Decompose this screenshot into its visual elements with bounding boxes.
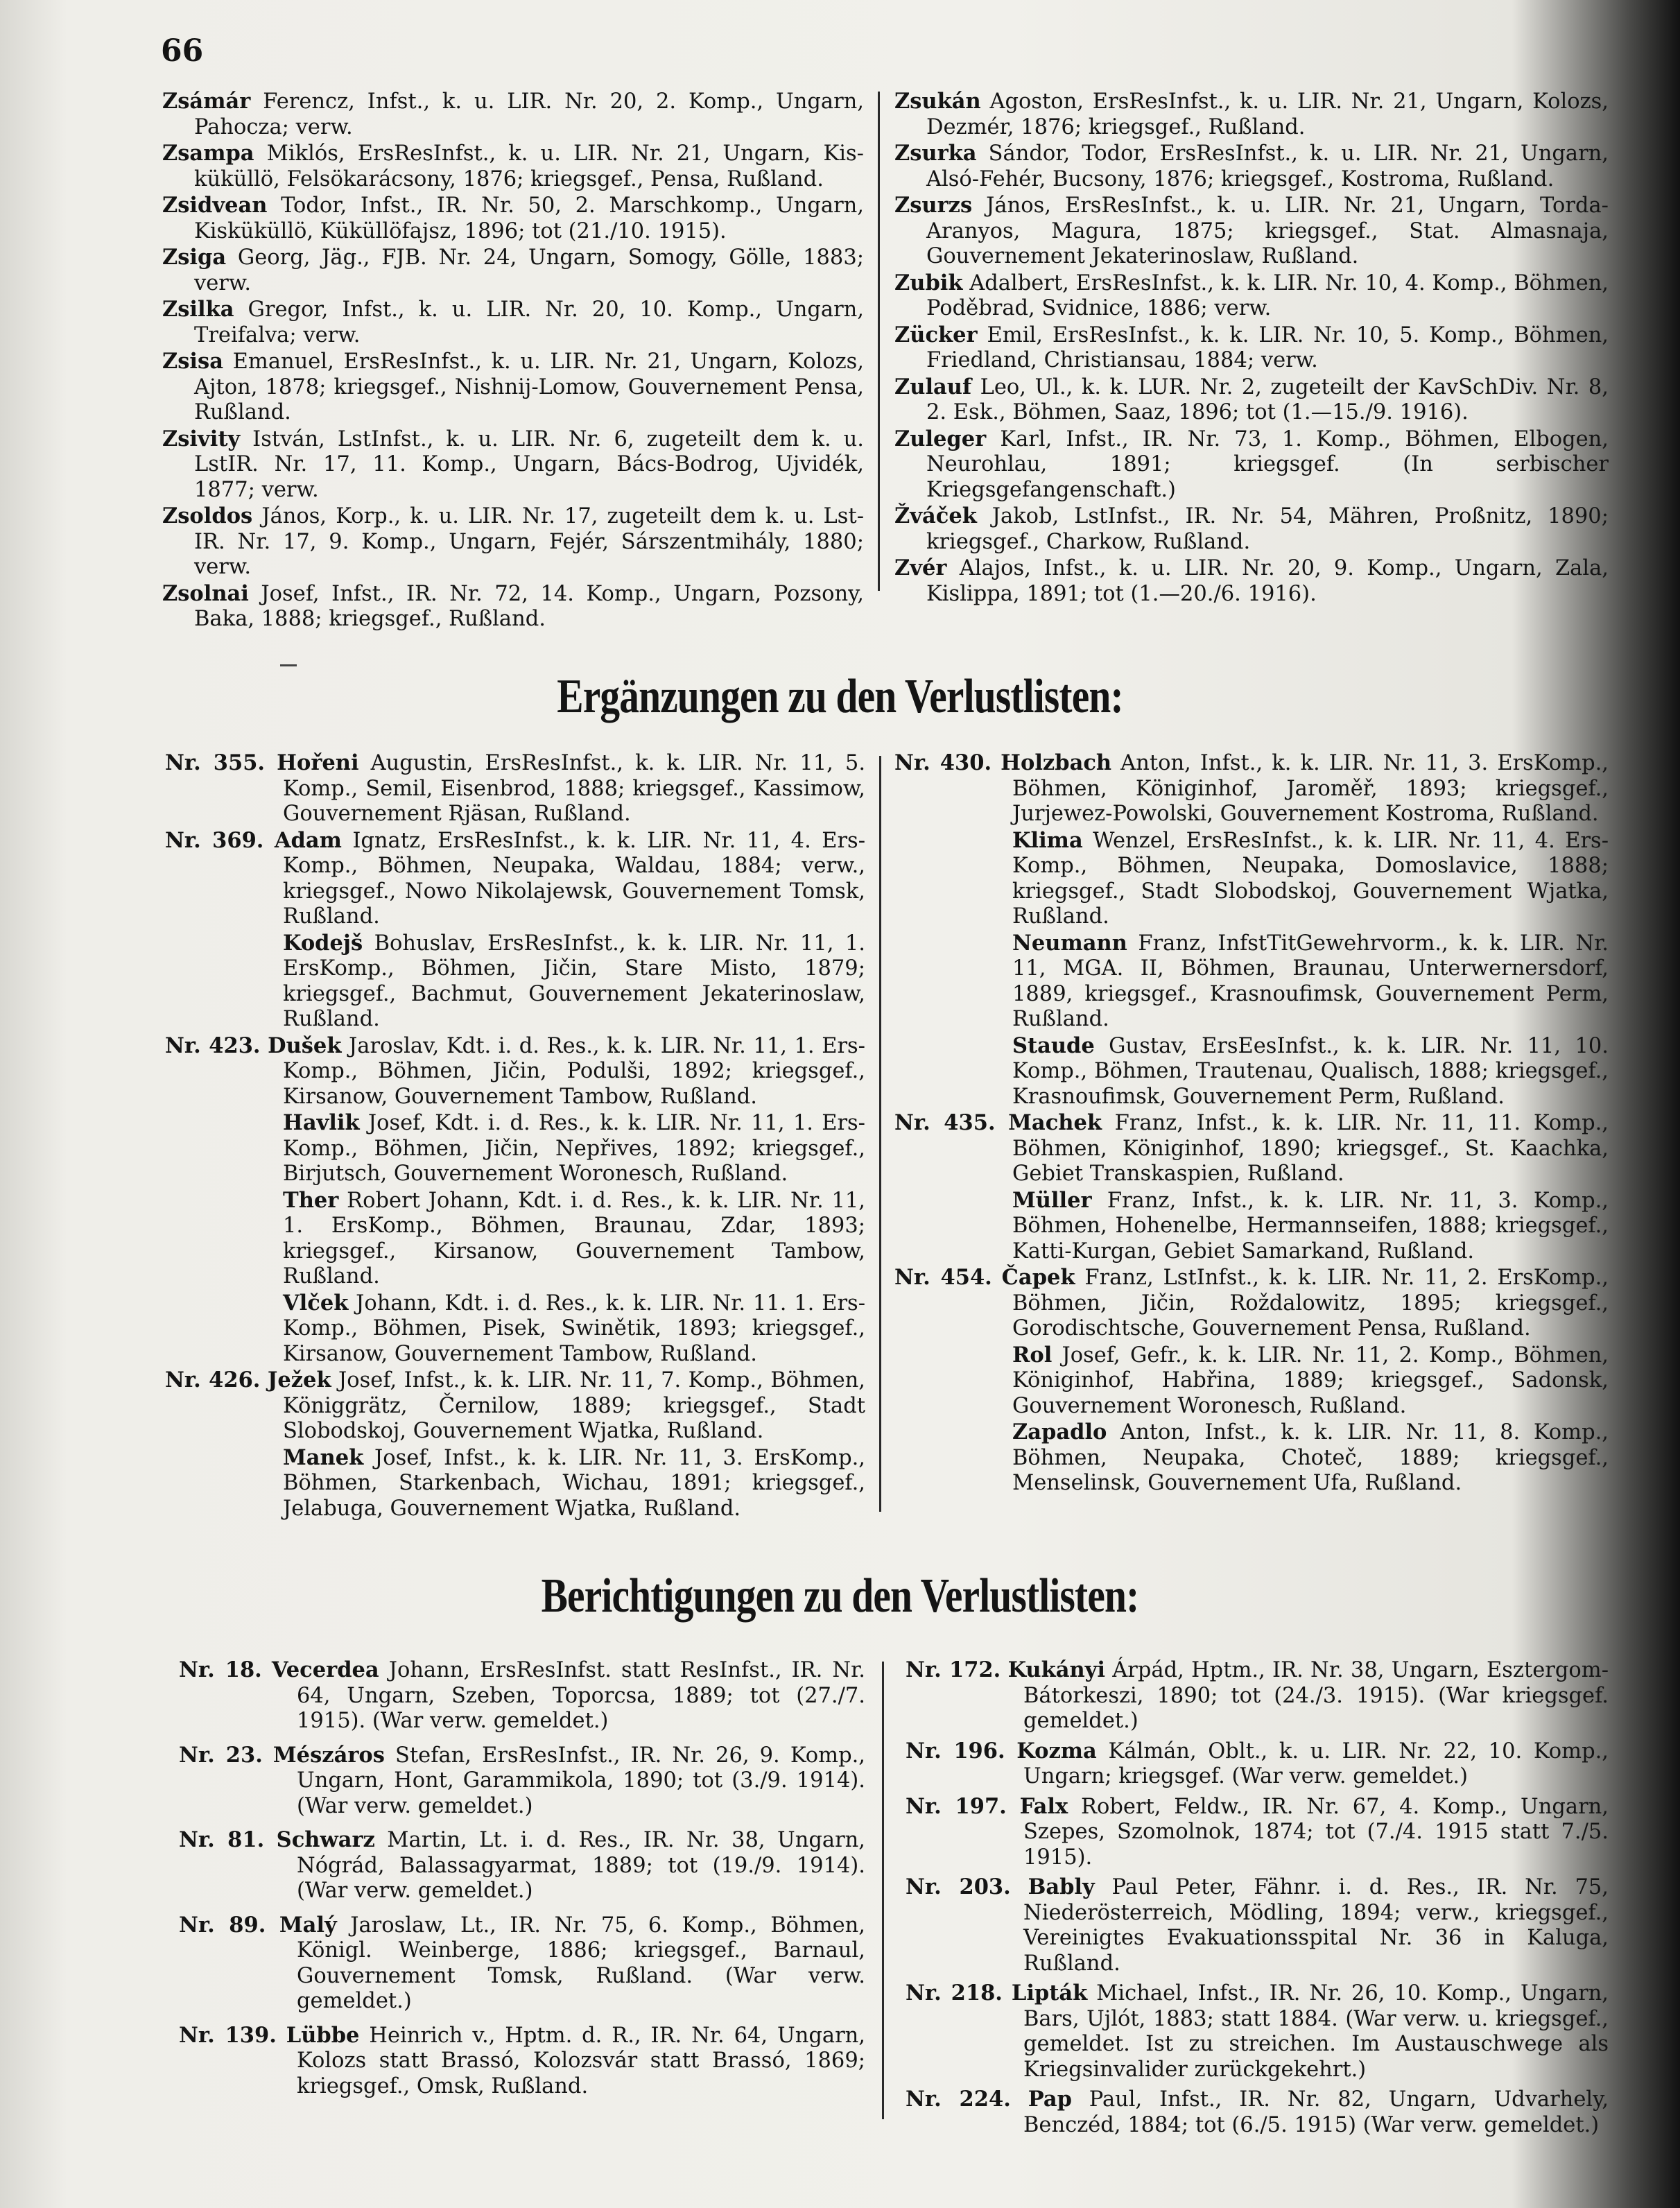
- entry-text: Josef, Infst., IR. Nr. 72, 14. Komp., Ungarn, Pozsony, Baka, 1888; kriegsgef., Rußland.: [194, 581, 864, 631]
- entry-number: Nr. 23.: [179, 1742, 263, 1768]
- list-item: [894, 931, 1609, 1033]
- list-item: [162, 297, 864, 348]
- entry-text: Todor, Infst., IR. Nr. 50, 2. Marschkomp., Ungarn, Kisküküllö, Küküllöfajsz, 1896; tot (21./10. 1915).: [194, 193, 864, 243]
- entry-text: Paul Peter, Fähnr. i. d. Res., IR. Nr. 75, Niederösterreich, Mödling, 1894; verw., kriegsgef., Vereinigtes Evakuationsspital Nr. 36 in Kaluga, Rußland.: [1023, 1875, 1609, 1976]
- entry-text: Josef, Infst., k. k. LIR. Nr. 11, 3. ErsKomp., Böhmen, Starkenbach, Wichau, 1891; kriegsgef., Jelabuga, Gouvernement Wjatka, Rußland.: [283, 1445, 865, 1521]
- entry-name: Vecerdea: [271, 1657, 379, 1682]
- list-item: [894, 1420, 1609, 1497]
- section-heading-erganzungen: Ergänzungen zu den Verlustlisten:: [557, 670, 1123, 723]
- entry-name: Vlček: [283, 1290, 349, 1316]
- entry-name: Neumann: [1012, 930, 1127, 956]
- list-item: [894, 322, 1609, 374]
- list-item: [162, 503, 864, 580]
- entry-number: Nr. 196.: [906, 1738, 1005, 1763]
- list-item: [894, 555, 1609, 607]
- entry-number: Nr. 355.: [165, 750, 266, 775]
- bot-right-column: [906, 1657, 1609, 2139]
- entry-name: Zuleger: [894, 426, 987, 451]
- entry-number: Nr. 224.: [906, 2087, 1011, 2112]
- entry-name: Dušek: [268, 1033, 342, 1058]
- entry-number: Nr. 435.: [894, 1110, 996, 1135]
- list-item: [165, 931, 865, 1033]
- entry-name: Manek: [283, 1444, 364, 1470]
- entry-number: Nr. 81.: [179, 1827, 265, 1852]
- entry-name: Zsolnai: [162, 580, 249, 606]
- list-item: [165, 1291, 865, 1368]
- entry-text: Anton, Infst., k. k. LIR. Nr. 11, 8. Komp., Böhmen, Neupaka, Choteč, 1889; kriegsgef., Menselinsk, Gouvernement Ufa, Rußland.: [1012, 1420, 1609, 1495]
- column-divider: [882, 1662, 884, 2119]
- column-divider: [878, 92, 880, 591]
- entry-name: Zsurzs: [894, 193, 973, 218]
- entry-text: István, LstInfst., k. u. LIR. Nr. 6, zugeteilt dem k. u. LstIR. Nr. 17, 11. Komp., Ungarn, Bács-Bodrog, Ujvidék, 1877; verw.: [194, 426, 864, 502]
- list-item: [894, 141, 1609, 192]
- entry-number: Nr. 426.: [165, 1368, 261, 1392]
- list-item: [894, 503, 1609, 555]
- entry-text: Emanuel, ErsResInfst., k. u. LIR. Nr. 21, Ungarn, Kolozs, Ajton, 1878; kriegsgef., Nishnij-Lomow, Gouvernement Pensa, Rußland.: [194, 350, 864, 424]
- list-item: [894, 1265, 1609, 1342]
- entry-name: Zvér: [894, 555, 947, 580]
- list-item: [162, 349, 864, 426]
- list-item: [906, 1657, 1609, 1734]
- entry-text: Josef, Gefr., k. k. LIR. Nr. 11, 2. Komp., Böhmen, Königinhof, Habřina, 1889; kriegsgef., Sadonsk, Gouvernement Woronesch, Rußland.: [1012, 1343, 1609, 1418]
- entry-number: Nr. 203.: [906, 1874, 1011, 1899]
- entry-text: Robert, Feldw., IR. Nr. 67, 4. Komp., Ungarn, Szepes, Szomolnok, 1874; tot (7./4. 1915 statt 7./5. 1915).: [1023, 1794, 1609, 1870]
- list-item: [179, 1827, 865, 1904]
- entry-name: Müller: [1012, 1187, 1092, 1213]
- list-item: [894, 89, 1609, 140]
- entry-name: Hořeni: [277, 750, 359, 775]
- entry-text: Jaroslaw, Lt., IR. Nr. 75, 6. Komp., Böhmen, Königl. Weinberge, 1886; kriegsgef., Barnaul, Gouvernement Tomsk, Rußland. (War verw. gemeldet.): [297, 1913, 865, 2013]
- list-item: [165, 1110, 865, 1187]
- entry-name: Kodejš: [283, 930, 363, 956]
- entry-text: Augustin, ErsResInfst., k. k. LIR. Nr. 11, 5. Komp., Semil, Eisenbrod, 1888; kriegsgef., Kassimow, Gouvernement Rjäsan, Rußland.: [283, 751, 866, 826]
- entry-name: Zsisa: [162, 349, 223, 374]
- entry-text: Árpád, Hptm., IR. Nr. 38, Ungarn, Esztergom-Bátorkeszi, 1890; tot (24./3. 1915). (War kriegsgef. gemeldet.): [1023, 1658, 1609, 1733]
- entry-name: Žváček: [894, 503, 977, 528]
- entry-name: Falx: [1019, 1793, 1068, 1819]
- list-item: [165, 1033, 865, 1110]
- entry-text: Emil, ErsResInfst., k. k. LIR. Nr. 10, 5. Komp., Böhmen, Friedland, Christiansau, 1884; verw.: [926, 322, 1609, 372]
- list-item: [894, 1033, 1609, 1110]
- entry-number: Nr. 454.: [894, 1265, 992, 1290]
- entry-name: Klima: [1012, 827, 1083, 853]
- list-item: [179, 1743, 865, 1820]
- list-item: [179, 2023, 865, 2100]
- list-item: [894, 426, 1609, 503]
- entry-text: Kálmán, Oblt., k. u. LIR. Nr. 22, 10. Komp., Ungarn; kriegsgef. (War verw. gemeldet.): [1023, 1739, 1609, 1788]
- list-item: [894, 750, 1609, 827]
- entry-name: Lübbe: [286, 2022, 360, 2048]
- entry-text: Josef, Infst., k. k. LIR. Nr. 11, 7. Komp., Böhmen, Königgrätz, Černilow, 1889; kriegsgef., Stadt Slobodskoj, Gouvernement Wjatka, Rußland.: [283, 1368, 866, 1443]
- entry-text: János, ErsResInfst., k. u. LIR. Nr. 21, Ungarn, Torda-Aranyos, Magura, 1875; kriegsgef., Stat. Almasnaja, Gouvernement Jekaterinoslaw, Rußland.: [926, 193, 1609, 268]
- list-item: [894, 1188, 1609, 1265]
- mid-right-column: [894, 750, 1609, 1497]
- entry-name: Zapadlo: [1012, 1420, 1107, 1444]
- entry-text: Wenzel, ErsResInfst., k. k. LIR. Nr. 11, 4. Ers-Komp., Böhmen, Neupaka, Domoslavice, 1888; kriegsgef., Stadt Slobodskoj, Gouvernement Wjatka, Rußland.: [1012, 828, 1609, 929]
- entry-text: Georg, Jäg., FJB. Nr. 24, Ungarn, Somogy, Gölle, 1883; verw.: [194, 245, 864, 295]
- entry-text: Jakob, LstInfst., IR. Nr. 54, Mähren, Proßnitz, 1890; kriegsgef., Charkow, Rußland.: [926, 504, 1609, 554]
- entry-name: Pap: [1028, 2087, 1072, 2112]
- entry-text: Jaroslav, Kdt. i. d. Res., k. k. LIR. Nr. 11, 1. Ers-Komp., Böhmen, Jičin, Podulši, 1892; kriegsgef., Kirsanow, Gouvernement Tambow, Rußland.: [283, 1033, 865, 1109]
- entry-text: Michael, Infst., IR. Nr. 26, 10. Komp., Ungarn, Bars, Ujlót, 1883; statt 1884. (War verw. u. kriegsgef., gemeldet. Ist zu streichen. Im Austauschwege als Kriegsinvalider zurückgekehrt.): [1023, 1981, 1609, 2082]
- entry-name: Zubik: [894, 270, 963, 295]
- column-divider: [879, 756, 881, 1512]
- list-item: [162, 581, 864, 632]
- entry-text: Johann, Kdt. i. d. Res., k. k. LIR. Nr. 11. 1. Ers-Komp., Böhmen, Pisek, Swinětik, 1893; kriegsgef., Kirsanow, Gouvernement Tambow, Rußland.: [283, 1291, 865, 1366]
- entry-name: Staude: [1012, 1033, 1095, 1058]
- entry-name: Holzbach: [1001, 750, 1112, 775]
- entry-text: Franz, Infst., k. k. LIR. Nr. 11, 11. Komp., Böhmen, Königinhof, 1890; kriegsgef., St. Kaachka, Gebiet Transkaspien, Rußland.: [1012, 1111, 1609, 1186]
- mid-left-column: [165, 750, 865, 1522]
- list-item: [179, 1913, 865, 2015]
- list-item: [894, 193, 1609, 270]
- list-item: [906, 1874, 1609, 1976]
- entry-name: Schwarz: [276, 1827, 375, 1852]
- entry-name: Zsidvean: [162, 193, 268, 218]
- entry-text: Robert Johann, Kdt. i. d. Res., k. k. LIR. Nr. 11, 1. ErsKomp., Böhmen, Braunau, Zdar, 1893; kriegsgef., Kirsanow, Gouvernement Tambow, Rußland.: [283, 1188, 865, 1288]
- list-item: [894, 270, 1609, 322]
- entry-text: Adalbert, ErsResInfst., k. k. LIR. Nr. 10, 4. Komp., Böhmen, Poděbrad, Svidnice, 1886; verw.: [926, 270, 1609, 320]
- entry-name: Machek: [1008, 1110, 1102, 1135]
- entry-name: Malý: [279, 1912, 337, 1938]
- entry-name: Havlik: [283, 1110, 360, 1135]
- entry-number: Nr. 172.: [906, 1657, 1001, 1682]
- entry-text: Gustav, ErsEesInfst., k. k. LIR. Nr. 11, 10. Komp., Böhmen, Trautenau, Qualisch, 1888; kriegsgef., Krasnoufimsk, Gouvernement Perm, Rußland.: [1012, 1033, 1609, 1109]
- entry-text: Sándor, Todor, ErsResInfst., k. u. LIR. Nr. 21, Ungarn, Alsó-Fehér, Bucsony, 1876; kriegsgef., Kostroma, Rußland.: [926, 141, 1609, 191]
- list-item: [894, 1110, 1609, 1187]
- entry-name: Zsámár: [162, 89, 251, 114]
- entry-text: Stefan, ErsResInfst., IR. Nr. 26, 9. Komp., Ungarn, Hont, Garammikola, 1890; tot (3./9. 1914). (War verw. gemeldet.): [297, 1743, 865, 1818]
- list-item: [165, 1368, 865, 1444]
- entry-name: Kozma: [1016, 1738, 1097, 1763]
- entry-number: Nr. 423.: [165, 1033, 261, 1058]
- entry-name: Mészáros: [272, 1742, 385, 1768]
- entry-name: Zsiga: [162, 245, 227, 270]
- list-item: [165, 1445, 865, 1522]
- entry-text: Bohuslav, ErsResInfst., k. k. LIR. Nr. 11, 1. ErsKomp., Böhmen, Jičin, Stare Misto, 1879; kriegsgef., Bachmut, Gouvernement Jekaterinoslaw, Rußland.: [283, 931, 865, 1031]
- bot-left-column: [179, 1657, 865, 2100]
- entry-text: Alajos, Infst., k. u. LIR. Nr. 20, 9. Komp., Ungarn, Zala, Kislippa, 1891; tot (1.—20./6. 1916).: [926, 556, 1609, 606]
- entry-number: Nr. 430.: [894, 750, 992, 775]
- list-item: [894, 828, 1609, 930]
- list-item: [162, 193, 864, 244]
- section-heading-berichtigungen: Berichtigungen zu den Verlustlisten:: [541, 1569, 1139, 1623]
- entry-text: Johann, ErsResInfst. statt ResInfst., IR. Nr. 64, Ungarn, Szeben, Toporcsa, 1889; tot (27./7. 1915). (War verw. gemeldet.): [297, 1658, 866, 1733]
- entry-text: Franz, Infst., k. k. LIR. Nr. 11, 3. Komp., Böhmen, Hohenelbe, Hermannseifen, 1888; kriegsgef., Katti-Kurgan, Gebiet Samarkand, Rußland.: [1012, 1188, 1609, 1263]
- entry-text: Franz, InfstTitGewehrvorm., k. k. LIR. Nr. 11, MGA. II, Böhmen, Braunau, Unterwernersdorf, 1889, kriegsgef., Krasnoufimsk, Gouvernement Perm, Rußland.: [1012, 931, 1609, 1031]
- entry-name: Ther: [283, 1187, 339, 1213]
- entry-name: Zsukán: [894, 89, 981, 114]
- list-item: [906, 1739, 1609, 1790]
- entry-number: Nr. 18.: [179, 1657, 262, 1682]
- entry-number: Nr. 369.: [165, 827, 264, 853]
- entry-name: Ježek: [267, 1368, 331, 1392]
- list-item: [162, 426, 864, 503]
- entry-name: Zsampa: [162, 141, 254, 166]
- top-left-column: [162, 89, 864, 633]
- entry-text: Ferencz, Infst., k. u. LIR. Nr. 20, 2. Komp., Ungarn, Pahocza; verw.: [194, 89, 864, 139]
- entry-text: János, Korp., k. u. LIR. Nr. 17, zugeteilt dem k. u. Lst-IR. Nr. 17, 9. Komp., Ungarn, Fejér, Sárszentmihály, 1880; verw.: [194, 504, 864, 579]
- entry-text: Agoston, ErsResInfst., k. u. LIR. Nr. 21, Ungarn, Kolozs, Dezmér, 1876; kriegsgef., Rußland.: [926, 89, 1609, 139]
- entry-text: Gregor, Infst., k. u. LIR. Nr. 20, 10. Komp., Ungarn, Treifalva; verw.: [194, 297, 864, 347]
- entry-number: Nr. 218.: [906, 1981, 1003, 2006]
- entry-name: Adam: [274, 827, 342, 853]
- entry-name: Zulauf: [894, 374, 972, 399]
- entry-name: Zsurka: [894, 141, 977, 166]
- top-right-column: [894, 89, 1609, 607]
- list-item: [179, 1657, 865, 1734]
- entry-name: Čapek: [1001, 1265, 1075, 1290]
- entry-text: Miklós, ErsResInfst., k. u. LIR. Nr. 21, Ungarn, Kis-küküllö, Felsökarácsony, 1876; kriegsgef., Pensa, Rußland.: [194, 141, 864, 191]
- entry-name: Rol: [1012, 1342, 1053, 1368]
- entry-text: Leo, Ul., k. k. LUR. Nr. 2, zugeteilt der KavSchDiv. Nr. 8, 2. Esk., Böhmen, Saaz, 1896; tot (1.—15./9. 1916).: [926, 374, 1609, 424]
- list-item: [906, 2087, 1609, 2138]
- separator-dash: [280, 664, 297, 666]
- page-number: 66: [161, 33, 204, 69]
- list-item: [162, 245, 864, 296]
- entry-text: Karl, Infst., IR. Nr. 73, 1. Komp., Böhmen, Elbogen, Neurohlau, 1891; kriegsgef. (In serbischer Kriegsgefangenschaft.): [926, 426, 1609, 502]
- list-item: [906, 1981, 1609, 2082]
- entry-name: Lipták: [1011, 1981, 1088, 2006]
- entry-text: Heinrich v., Hptm. d. R., IR. Nr. 64, Ungarn, Kolozs statt Brassó, Kolozsvár statt Brassó, 1869; kriegsgef., Omsk, Rußland.: [297, 2023, 866, 2098]
- entry-name: Zücker: [894, 322, 978, 347]
- entry-text: Martin, Lt. i. d. Res., IR. Nr. 38, Ungarn, Nógrád, Balassagyarmat, 1889; tot (19./9. 1914). (War verw. gemeldet.): [297, 1828, 866, 1903]
- entry-name: Kukányi: [1007, 1657, 1105, 1682]
- entry-number: Nr. 139.: [179, 2022, 277, 2048]
- entry-number: Nr. 89.: [179, 1912, 266, 1938]
- list-item: [165, 828, 865, 930]
- list-item: [162, 141, 864, 192]
- entry-name: Zsilka: [162, 297, 234, 322]
- list-item: [162, 89, 864, 140]
- entry-text: Paul, Infst., IR. Nr. 82, Ungarn, Udvarhely, Benczéd, 1884; tot (6./5. 1915) (War verw. gemeldet.): [1023, 2087, 1609, 2137]
- entry-text: Ignatz, ErsResInfst., k. k. LIR. Nr. 11, 4. Ers-Komp., Böhmen, Neupaka, Waldau, 1884; verw., kriegsgef., Nowo Nikolajewsk, Gouvernement Tomsk, Rußland.: [283, 828, 866, 929]
- entry-name: Zsivity: [162, 426, 241, 451]
- list-item: [165, 750, 865, 827]
- entry-text: Anton, Infst., k. k. LIR. Nr. 11, 3. ErsKomp., Böhmen, Königinhof, Jaroměř, 1893; kriegsgef., Jurjewez-Powolski, Gouvernement Kostroma, Rußland.: [1012, 751, 1609, 826]
- entry-name: Zsoldos: [162, 503, 253, 528]
- list-item: [165, 1188, 865, 1290]
- entry-name: Bably: [1028, 1874, 1095, 1899]
- list-item: [906, 1794, 1609, 1871]
- entry-text: Josef, Kdt. i. d. Res., k. k. LIR. Nr. 11, 1. Ers-Komp., Böhmen, Jičin, Nepřives, 1892; kriegsgef., Birjutsch, Gouvernement Woronesch, Rußland.: [283, 1111, 865, 1186]
- list-item: [894, 1343, 1609, 1420]
- entry-number: Nr. 197.: [906, 1793, 1007, 1819]
- entry-text: Franz, LstInfst., k. k. LIR. Nr. 11, 2. ErsKomp., Böhmen, Jičin, Roždalowitz, 1895; kriegsgef., Gorodischtsche, Gouvernement Pensa, Rußland.: [1012, 1266, 1609, 1340]
- list-item: [894, 374, 1609, 426]
